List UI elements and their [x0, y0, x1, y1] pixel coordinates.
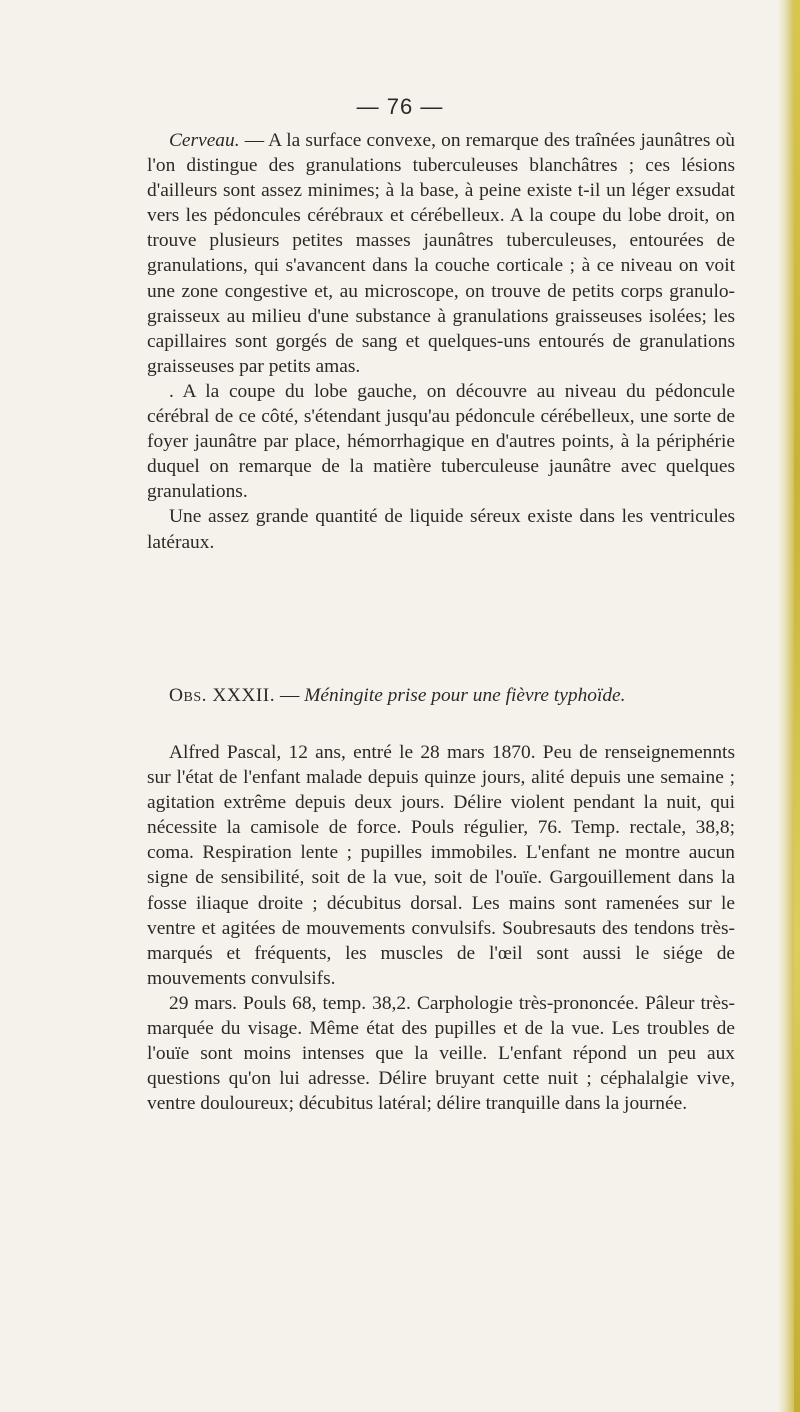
cerveau-text: — A la surface convexe, on remarque des traînées jaunâtres où l'on distingue des granulations tuberculeuses blanchâtres ; ces lésions d'ailleurs sont assez minimes; à la base, à peine existe t-il un léger exsudat vers les pédoncules cérébraux et cérébelleux. A la coupe du lobe droit, on trouve plusieurs petites masses jaunâtres tuberculeuses, entourées de granulations, qui s'avancent dans la couche corticale ; à ce niveau on voit une zone congestive et, au microscope, on trouve de petits corps granulo-graisseux au milieu d'une substance à granulations graisseuses isolées; les capillaires sont gorgés de sang et quelques-uns entourés de granulations graisseuses par petits amas.: [147, 130, 735, 377]
lobe-gauche-paragraph: . A la coupe du lobe gauche, on découvre au niveau du pédoncule cérébral de ce côté, s'étendant jusqu'au pédoncule cérébelleux, une sorte de foyer jaunâtre par place, hémorrhagique en d'autres points, à la périphérie duquel on remarque de la matière tuberculeuse jaunâtre avec quelques granulations.: [147, 380, 735, 503]
cerveau-section: [147, 128, 735, 555]
case-paragraph-1: Alfred Pascal, 12 ans, entré le 28 mars 1870. Peu de renseignemennts sur l'état de l'enfant malade depuis quinze jours, alité depuis une semaine ; agitation extrême depuis deux jours. Délire violent pendant la nuit, qui nécessite la camisole de force. Pouls régulier, 76. Temp. rectale, 38,8; coma. Respiration lente ; pupilles immobiles. L'enfant ne montre aucun signe de sensibilité, soit de la vue, soit de l'ouïe. Gargouillement dans la fosse iliaque droite ; décubitus dorsal. Les mains sont ramenées sur le ventre et agitées de mouvements convulsifs. Soubresauts des tendons très-marqués et fréquents, les muscles de l'œil sont aussi le siége de mouvements convulsifs.: [147, 742, 735, 989]
cerveau-paragraph: [147, 128, 735, 379]
observation-title: Méningite prise pour une fièvre typhoïde.: [304, 685, 626, 706]
cerveau-label: Cerveau.: [169, 130, 240, 151]
case-paragraph-2: 29 mars. Pouls 68, temp. 38,2. Carphologie très-prononcée. Pâleur très-marquée du visage. Même état des pupilles et de la vue. Les troubles de l'ouïe sont moins intenses que la veille. L'enfant répond un peu aux questions qu'on lui adresse. Délire bruyant cette nuit ; céphalalgie vive, ventre douloureux; décubitus latéral; délire tranquille dans la journée.: [147, 992, 735, 1115]
observation-heading: [147, 683, 757, 708]
ventricules-paragraph: Une assez grande quantité de liquide séreux existe dans les ventricules latéraux.: [147, 506, 735, 553]
case-section: [147, 740, 735, 1116]
page-number: — 76 —: [356, 94, 444, 119]
page-edge: [778, 0, 800, 1412]
observation-label: Obs. XXXII.: [169, 685, 276, 706]
observation-dash: —: [275, 685, 305, 706]
